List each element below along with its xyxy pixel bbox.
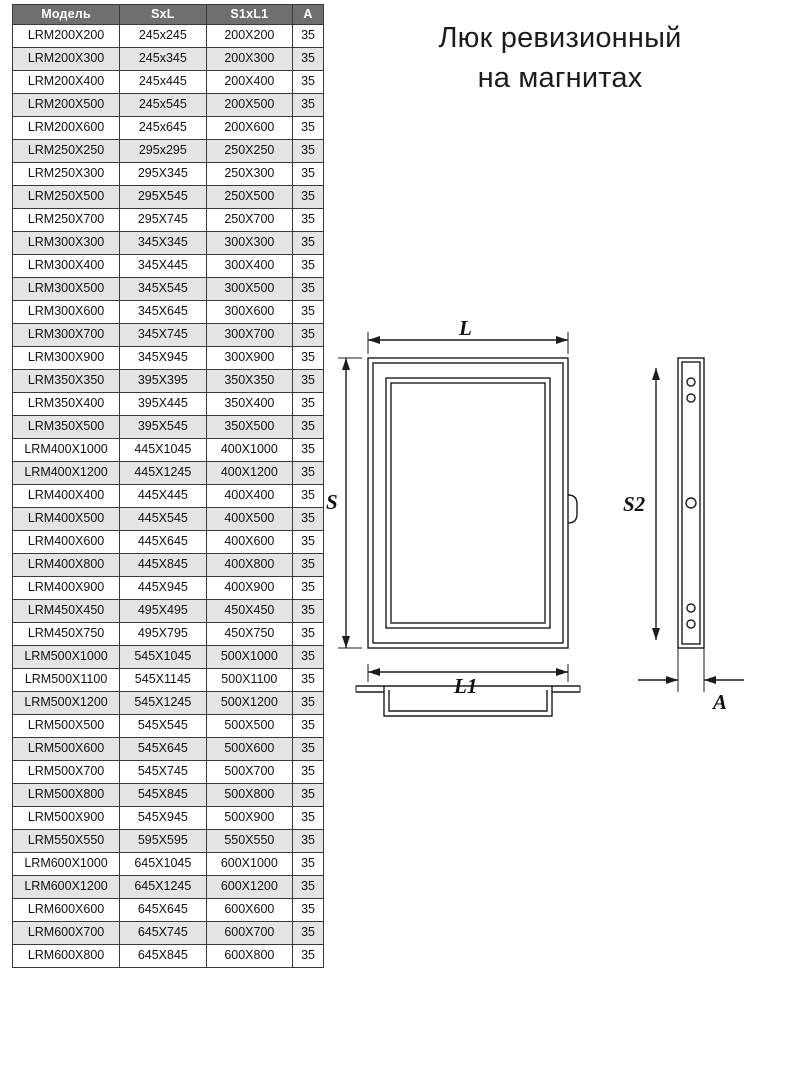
cell-sxl: 545X1145 [120, 669, 207, 692]
cell-sxl: 545X745 [120, 761, 207, 784]
cell-a: 35 [293, 25, 324, 48]
cell-model: LRM350X500 [13, 416, 120, 439]
table-row [13, 554, 324, 577]
cell-s1xl1: 200X300 [206, 48, 293, 71]
cell-s1xl1: 300X900 [206, 347, 293, 370]
cell-model: LRM400X400 [13, 485, 120, 508]
cell-sxl: 545X545 [120, 715, 207, 738]
cell-s1xl1: 400X500 [206, 508, 293, 531]
cell-model: LRM600X800 [13, 945, 120, 968]
cell-s1xl1: 250X300 [206, 163, 293, 186]
cell-model: LRM400X1000 [13, 439, 120, 462]
cell-a: 35 [293, 554, 324, 577]
cell-s1xl1: 200X400 [206, 71, 293, 94]
cell-s1xl1: 350X400 [206, 393, 293, 416]
cell-s1xl1: 600X1000 [206, 853, 293, 876]
magnet-hole-top [687, 378, 695, 386]
cell-sxl: 645X1245 [120, 876, 207, 899]
table-row [13, 600, 324, 623]
table-row [13, 25, 324, 48]
cell-a: 35 [293, 416, 324, 439]
cell-a: 35 [293, 715, 324, 738]
cell-a: 35 [293, 48, 324, 71]
cell-model: LRM300X900 [13, 347, 120, 370]
cell-a: 35 [293, 646, 324, 669]
cell-model: LRM500X700 [13, 761, 120, 784]
cell-a: 35 [293, 784, 324, 807]
cell-sxl: 445X1045 [120, 439, 207, 462]
table-row [13, 232, 324, 255]
magnet-hole-middle [686, 498, 696, 508]
cell-s1xl1: 550X550 [206, 830, 293, 853]
table-row [13, 462, 324, 485]
cell-sxl: 295X745 [120, 209, 207, 232]
table-row [13, 324, 324, 347]
table-row [13, 186, 324, 209]
cell-sxl: 345X745 [120, 324, 207, 347]
table-row [13, 623, 324, 646]
cell-model: LRM200X400 [13, 71, 120, 94]
cell-model: LRM500X1100 [13, 669, 120, 692]
cell-model: LRM200X600 [13, 117, 120, 140]
technical-drawing [326, 316, 796, 790]
cell-a: 35 [293, 347, 324, 370]
cell-a: 35 [293, 117, 324, 140]
cell-sxl: 445X645 [120, 531, 207, 554]
cell-a: 35 [293, 577, 324, 600]
cell-sxl: 245x445 [120, 71, 207, 94]
cell-a: 35 [293, 922, 324, 945]
cell-sxl: 645X1045 [120, 853, 207, 876]
cell-model: LRM250X500 [13, 186, 120, 209]
cell-sxl: 245x345 [120, 48, 207, 71]
label-L: L [459, 316, 472, 340]
cell-a: 35 [293, 623, 324, 646]
cell-model: LRM300X600 [13, 301, 120, 324]
cell-sxl: 395X545 [120, 416, 207, 439]
cell-s1xl1: 400X1000 [206, 439, 293, 462]
cell-s1xl1: 400X800 [206, 554, 293, 577]
cell-model: LRM200X200 [13, 25, 120, 48]
cell-sxl: 545X945 [120, 807, 207, 830]
hatch-handle [568, 495, 577, 523]
column-header-s1xl1: S1xL1 [206, 5, 293, 25]
table-row [13, 301, 324, 324]
cell-sxl: 445X945 [120, 577, 207, 600]
cell-model: LRM300X400 [13, 255, 120, 278]
cell-a: 35 [293, 278, 324, 301]
table-row [13, 485, 324, 508]
table-row [13, 393, 324, 416]
cell-s1xl1: 200X500 [206, 94, 293, 117]
column-header-sxl: SxL [120, 5, 207, 25]
cell-model: LRM400X1200 [13, 462, 120, 485]
table-row [13, 347, 324, 370]
drawing-svg [326, 320, 796, 790]
cell-sxl: 345X545 [120, 278, 207, 301]
cell-s1xl1: 500X800 [206, 784, 293, 807]
cell-a: 35 [293, 807, 324, 830]
cell-model: LRM600X700 [13, 922, 120, 945]
cell-sxl: 545X645 [120, 738, 207, 761]
cell-a: 35 [293, 853, 324, 876]
cell-a: 35 [293, 876, 324, 899]
cell-a: 35 [293, 232, 324, 255]
hatch-outer-frame [368, 358, 568, 648]
cell-s1xl1: 500X1100 [206, 669, 293, 692]
cell-model: LRM450X750 [13, 623, 120, 646]
cell-s1xl1: 350X350 [206, 370, 293, 393]
cell-model: LRM450X450 [13, 600, 120, 623]
cell-model: LRM600X1200 [13, 876, 120, 899]
cell-a: 35 [293, 163, 324, 186]
cell-a: 35 [293, 301, 324, 324]
table-row [13, 853, 324, 876]
column-header-model: Модель [13, 5, 120, 25]
table-row [13, 71, 324, 94]
table-row [13, 922, 324, 945]
hatch-outer-frame-inner [373, 363, 563, 643]
cell-s1xl1: 500X700 [206, 761, 293, 784]
cell-model: LRM400X800 [13, 554, 120, 577]
table-row [13, 945, 324, 968]
cell-a: 35 [293, 370, 324, 393]
cell-s1xl1: 450X450 [206, 600, 293, 623]
cell-model: LRM250X700 [13, 209, 120, 232]
cell-model: LRM600X1000 [13, 853, 120, 876]
table-row [13, 715, 324, 738]
cell-a: 35 [293, 186, 324, 209]
cell-model: LRM200X300 [13, 48, 120, 71]
cell-sxl: 545X1245 [120, 692, 207, 715]
table-row [13, 531, 324, 554]
column-header-a: A [293, 5, 324, 25]
cell-sxl: 645X645 [120, 899, 207, 922]
cell-a: 35 [293, 761, 324, 784]
cell-s1xl1: 300X700 [206, 324, 293, 347]
cell-a: 35 [293, 600, 324, 623]
hatch-door-panel-inner [391, 383, 545, 623]
cell-sxl: 445X1245 [120, 462, 207, 485]
hatch-door-panel [386, 378, 550, 628]
table-row [13, 646, 324, 669]
table-row [13, 876, 324, 899]
cell-s1xl1: 200X600 [206, 117, 293, 140]
cell-s1xl1: 400X400 [206, 485, 293, 508]
cell-s1xl1: 600X800 [206, 945, 293, 968]
cell-a: 35 [293, 71, 324, 94]
cell-s1xl1: 500X900 [206, 807, 293, 830]
cell-a: 35 [293, 94, 324, 117]
cell-s1xl1: 300X500 [206, 278, 293, 301]
table-row [13, 738, 324, 761]
cell-sxl: 645X745 [120, 922, 207, 945]
cell-s1xl1: 300X400 [206, 255, 293, 278]
cell-a: 35 [293, 140, 324, 163]
cell-sxl: 445X445 [120, 485, 207, 508]
cell-model: LRM300X300 [13, 232, 120, 255]
cell-s1xl1: 500X600 [206, 738, 293, 761]
cell-s1xl1: 600X1200 [206, 876, 293, 899]
cell-model: LRM250X300 [13, 163, 120, 186]
magnet-hole-bottom-2 [687, 620, 695, 628]
cell-model: LRM500X800 [13, 784, 120, 807]
title-line-2: на магнитах [477, 62, 643, 94]
cell-s1xl1: 400X600 [206, 531, 293, 554]
cell-sxl: 295x295 [120, 140, 207, 163]
cell-sxl: 345X645 [120, 301, 207, 324]
table-row [13, 209, 324, 232]
table-row [13, 439, 324, 462]
side-profile-inner [682, 362, 700, 644]
table-row [13, 117, 324, 140]
table-row [13, 761, 324, 784]
table-row [13, 577, 324, 600]
cell-sxl: 295X545 [120, 186, 207, 209]
label-S: S [326, 490, 338, 514]
cell-model: LRM550X550 [13, 830, 120, 853]
cell-model: LRM500X600 [13, 738, 120, 761]
table-row [13, 899, 324, 922]
label-S2: S2 [623, 492, 646, 516]
cell-sxl: 545X1045 [120, 646, 207, 669]
cell-s1xl1: 250X250 [206, 140, 293, 163]
cell-s1xl1: 500X1200 [206, 692, 293, 715]
cell-sxl: 395X395 [120, 370, 207, 393]
cell-sxl: 495X495 [120, 600, 207, 623]
label-L1: L1 [454, 674, 478, 698]
table-row [13, 669, 324, 692]
table-row [13, 48, 324, 71]
cell-sxl: 595X595 [120, 830, 207, 853]
page-title [330, 18, 790, 98]
cell-sxl: 445X845 [120, 554, 207, 577]
table-row [13, 163, 324, 186]
specification-table-container [12, 4, 324, 968]
specification-table [12, 4, 324, 968]
table-row [13, 140, 324, 163]
cell-sxl: 245x245 [120, 25, 207, 48]
cell-s1xl1: 250X700 [206, 209, 293, 232]
cell-s1xl1: 300X600 [206, 301, 293, 324]
cell-model: LRM350X350 [13, 370, 120, 393]
cell-s1xl1: 500X1000 [206, 646, 293, 669]
cell-model: LRM500X900 [13, 807, 120, 830]
cell-sxl: 495X795 [120, 623, 207, 646]
title-line-1: Люк ревизионный [438, 22, 682, 54]
table-row [13, 784, 324, 807]
cell-model: LRM500X1000 [13, 646, 120, 669]
cell-a: 35 [293, 324, 324, 347]
table-row [13, 416, 324, 439]
cell-sxl: 245x545 [120, 94, 207, 117]
cell-s1xl1: 450X750 [206, 623, 293, 646]
cell-s1xl1: 600X700 [206, 922, 293, 945]
cell-s1xl1: 400X1200 [206, 462, 293, 485]
cell-s1xl1: 500X500 [206, 715, 293, 738]
cell-sxl: 545X845 [120, 784, 207, 807]
table-row [13, 807, 324, 830]
cell-a: 35 [293, 439, 324, 462]
cell-s1xl1: 200X200 [206, 25, 293, 48]
cell-sxl: 395X445 [120, 393, 207, 416]
cell-s1xl1: 300X300 [206, 232, 293, 255]
cell-a: 35 [293, 508, 324, 531]
table-row [13, 370, 324, 393]
cell-sxl: 445X545 [120, 508, 207, 531]
cell-model: LRM400X900 [13, 577, 120, 600]
cell-a: 35 [293, 830, 324, 853]
cell-s1xl1: 400X900 [206, 577, 293, 600]
cell-sxl: 245x645 [120, 117, 207, 140]
cell-a: 35 [293, 255, 324, 278]
table-row [13, 830, 324, 853]
cell-model: LRM350X400 [13, 393, 120, 416]
label-A: A [713, 690, 728, 714]
cell-s1xl1: 250X500 [206, 186, 293, 209]
table-row [13, 692, 324, 715]
cell-model: LRM400X500 [13, 508, 120, 531]
table-row [13, 508, 324, 531]
cell-model: LRM300X500 [13, 278, 120, 301]
cell-sxl: 345X445 [120, 255, 207, 278]
cell-sxl: 295X345 [120, 163, 207, 186]
table-row [13, 278, 324, 301]
cell-a: 35 [293, 531, 324, 554]
magnet-hole-top-2 [687, 394, 695, 402]
cell-a: 35 [293, 945, 324, 968]
cell-a: 35 [293, 209, 324, 232]
cell-a: 35 [293, 692, 324, 715]
cell-model: LRM300X700 [13, 324, 120, 347]
cell-sxl: 345X345 [120, 232, 207, 255]
cell-a: 35 [293, 738, 324, 761]
table-row [13, 255, 324, 278]
cell-sxl: 345X945 [120, 347, 207, 370]
cell-a: 35 [293, 669, 324, 692]
table-header-row [13, 5, 324, 25]
cell-s1xl1: 600X600 [206, 899, 293, 922]
cell-sxl: 645X845 [120, 945, 207, 968]
cell-a: 35 [293, 485, 324, 508]
cell-model: LRM200X500 [13, 94, 120, 117]
cell-model: LRM500X500 [13, 715, 120, 738]
cell-a: 35 [293, 899, 324, 922]
cell-a: 35 [293, 462, 324, 485]
cell-model: LRM500X1200 [13, 692, 120, 715]
table-row [13, 94, 324, 117]
cell-model: LRM600X600 [13, 899, 120, 922]
cell-model: LRM250X250 [13, 140, 120, 163]
cell-s1xl1: 350X500 [206, 416, 293, 439]
magnet-hole-bottom [687, 604, 695, 612]
cell-a: 35 [293, 393, 324, 416]
cell-model: LRM400X600 [13, 531, 120, 554]
